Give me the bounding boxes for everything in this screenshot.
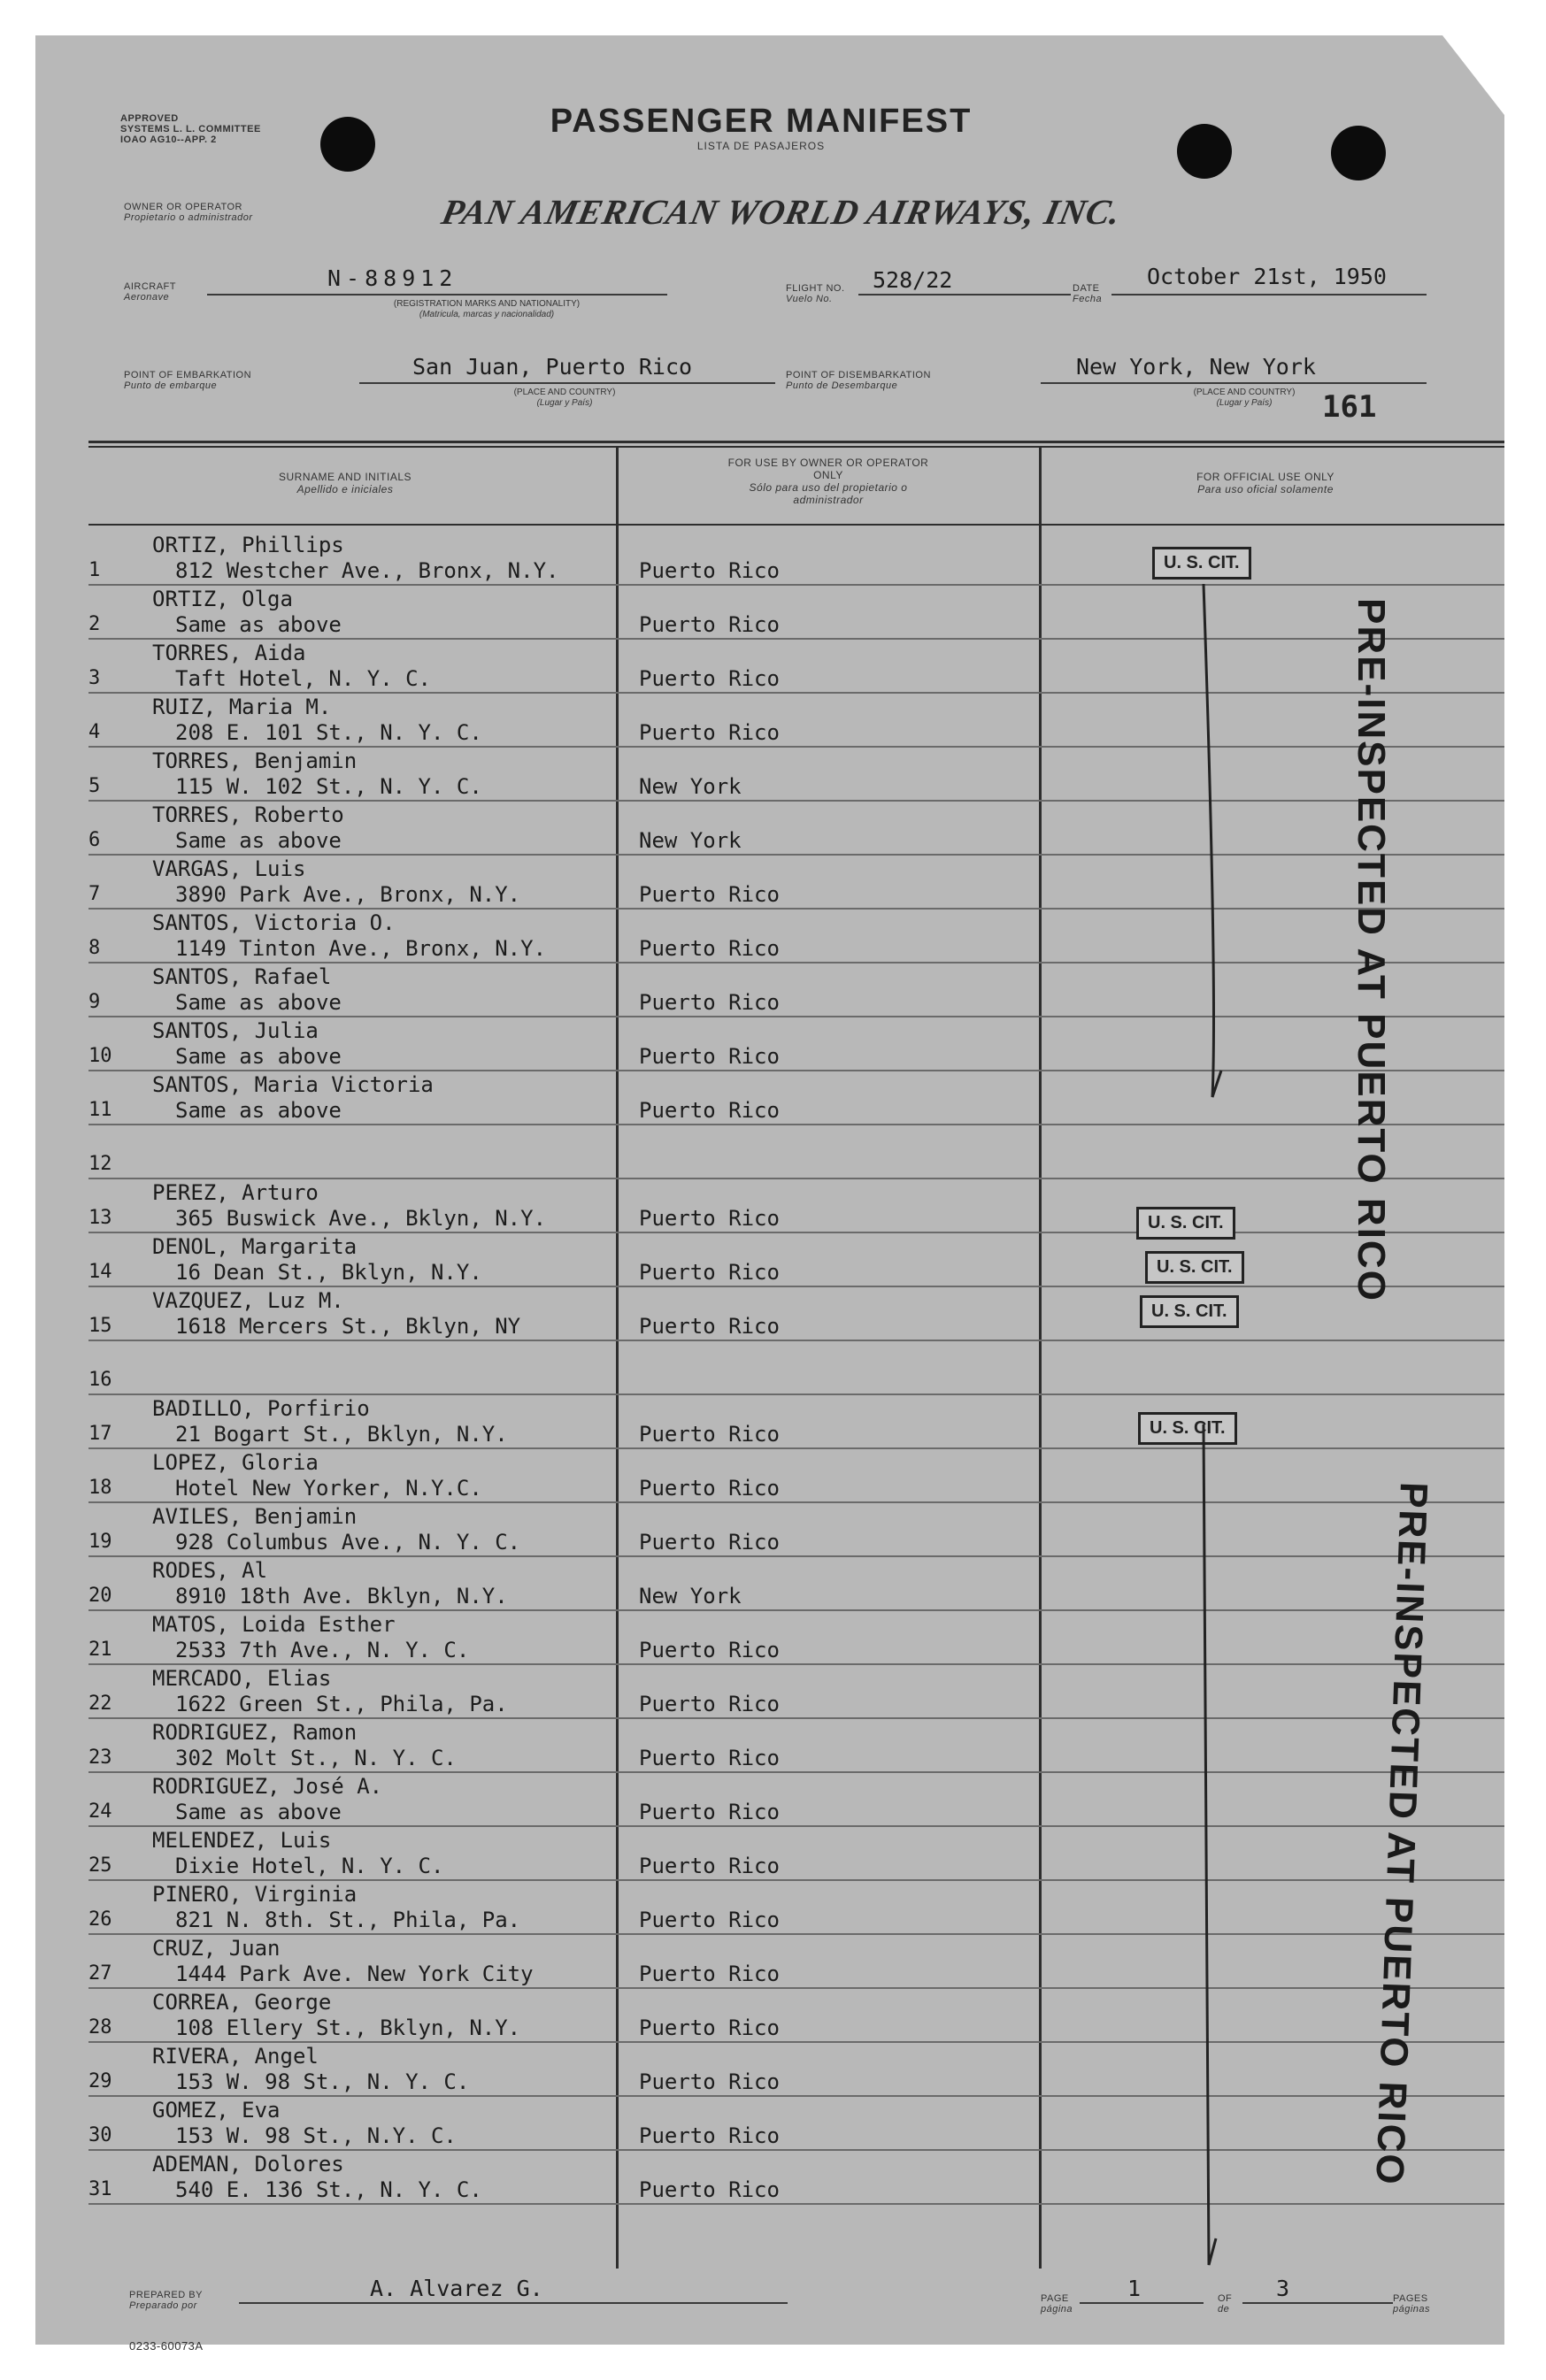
row-number: 31 <box>88 2178 112 2200</box>
row-number: 2 <box>88 613 101 635</box>
column-header-official-es: Para uso oficial solamente <box>1197 483 1334 495</box>
disembarkation-caption <box>1147 388 1342 409</box>
passenger-name: RODES, Al <box>152 1558 268 1583</box>
manifest-sheet <box>35 35 1504 2353</box>
row-rule <box>88 1987 1504 1989</box>
row-rule <box>88 1879 1504 1881</box>
passenger-name: RODRIGUEZ, José A. <box>152 1774 383 1799</box>
row-rule <box>88 1232 1504 1233</box>
row-rule <box>88 908 1504 910</box>
embarkation-caption-en: (PLACE AND COUNTRY) <box>513 388 616 397</box>
passenger-origin: Puerto Rico <box>639 1206 780 1231</box>
passenger-row <box>35 2152 1504 2206</box>
passenger-row <box>35 695 1504 749</box>
passenger-address: 208 E. 101 St., N. Y. C. <box>175 720 482 745</box>
row-rule <box>88 1070 1504 1071</box>
passenger-row <box>35 802 1504 856</box>
punch-hole-right <box>1331 126 1386 180</box>
passenger-name: TORRES, Aida <box>152 641 306 665</box>
passenger-origin: Puerto Rico <box>639 1098 780 1123</box>
row-rule <box>88 1825 1504 1827</box>
approval-line-1: APPROVED <box>120 113 179 124</box>
punch-hole-left <box>320 117 375 172</box>
embarkation-caption <box>458 388 671 409</box>
of-label <box>1218 2293 1232 2315</box>
passenger-name: ORTIZ, Phillips <box>152 533 344 557</box>
us-citizen-stamp: U. S. CIT. <box>1136 1207 1235 1240</box>
page-value: 1 <box>1127 2276 1142 2301</box>
passenger-address: 16 Dean St., Bklyn, N.Y. <box>175 1260 482 1285</box>
table-top-rule <box>88 441 1504 443</box>
passenger-row <box>35 641 1504 695</box>
passenger-origin: Puerto Rico <box>639 1530 780 1555</box>
passenger-row <box>35 587 1504 641</box>
page-label-en: PAGE <box>1041 2293 1069 2304</box>
disembarkation-caption-es: (Lugar y País) <box>1216 398 1273 408</box>
column-header-surname-en: SURNAME AND INITIALS <box>278 471 412 483</box>
passenger-origin: Puerto Rico <box>639 1854 780 1878</box>
passenger-row <box>35 1774 1504 1828</box>
flight-label <box>786 283 845 304</box>
passenger-row <box>35 533 1504 587</box>
passenger-row <box>35 1450 1504 1504</box>
preinspected-stamp-lower: PRE-INSPECTED AT PUERTO RICO <box>1367 1481 1435 2187</box>
passenger-row <box>35 964 1504 1018</box>
row-rule <box>88 584 1504 586</box>
passenger-address: Same as above <box>175 1800 342 1824</box>
row-rule <box>88 2149 1504 2151</box>
passenger-row <box>35 1126 1504 1180</box>
passenger-row <box>35 1936 1504 1990</box>
passenger-address: 302 Molt St., N. Y. C. <box>175 1746 457 1770</box>
passenger-row <box>35 1666 1504 1720</box>
passenger-row <box>35 1234 1504 1288</box>
operator-label-en: OWNER OR OPERATOR <box>124 202 242 212</box>
embarkation-value: San Juan, Puerto Rico <box>412 354 693 380</box>
passenger-address: Dixie Hotel, N. Y. C. <box>175 1854 444 1878</box>
pages-underline <box>1242 2302 1393 2304</box>
passenger-name: TORRES, Benjamin <box>152 749 358 773</box>
passenger-address: 115 W. 102 St., N. Y. C. <box>175 774 482 799</box>
passenger-origin: Puerto Rico <box>639 2015 780 2040</box>
row-rule <box>88 1447 1504 1449</box>
row-rule <box>88 1555 1504 1557</box>
passenger-name: GOMEZ, Eva <box>152 2098 281 2123</box>
row-rule <box>88 1393 1504 1395</box>
passenger-name: ADEMAN, Dolores <box>152 2152 344 2177</box>
row-number: 1 <box>88 559 101 581</box>
aircraft-label-en: AIRCRAFT <box>124 281 176 292</box>
us-citizen-stamp: U. S. CIT. <box>1138 1412 1237 1445</box>
row-number: 5 <box>88 775 101 797</box>
row-rule <box>88 1501 1504 1503</box>
row-number: 4 <box>88 721 101 743</box>
row-rule <box>88 638 1504 640</box>
embarkation-underline <box>359 382 775 384</box>
passenger-origin: Puerto Rico <box>639 1044 780 1069</box>
passenger-origin: Puerto Rico <box>639 1476 780 1501</box>
row-number: 25 <box>88 1854 112 1877</box>
passenger-address: 153 W. 98 St., N. Y. C. <box>175 2069 470 2094</box>
passenger-address: 1618 Mercers St., Bklyn, NY <box>175 1314 521 1339</box>
passenger-address: 108 Ellery St., Bklyn, N.Y. <box>175 2015 521 2040</box>
column-header-owner-en: FOR USE BY OWNER OR OPERATOR ONLY <box>727 457 929 481</box>
row-number: 7 <box>88 883 101 905</box>
row-rule <box>88 1340 1504 1341</box>
form-code: 0233-60073A <box>129 2339 204 2353</box>
disembarkation-value: New York, New York <box>1076 354 1316 380</box>
row-number: 18 <box>88 1477 112 1499</box>
aircraft-caption-es: (Matricula, marcas y nacionalidad) <box>419 310 555 319</box>
passenger-row <box>35 1180 1504 1234</box>
column-header-owner-es: Sólo para uso del propietario o administrador <box>749 481 908 506</box>
passenger-origin: Puerto Rico <box>639 990 780 1015</box>
row-number: 20 <box>88 1585 112 1607</box>
passenger-name: SANTOS, Victoria O. <box>152 910 396 935</box>
row-number: 23 <box>88 1747 112 1769</box>
passenger-address: Same as above <box>175 612 342 637</box>
passenger-name: BADILLO, Porfirio <box>152 1396 370 1421</box>
passenger-name: VARGAS, Luis <box>152 856 306 881</box>
passenger-address: 21 Bogart St., Bklyn, N.Y. <box>175 1422 508 1447</box>
row-number: 11 <box>88 1099 112 1121</box>
passenger-name: MELENDEZ, Luis <box>152 1828 332 1853</box>
passenger-origin: Puerto Rico <box>639 2069 780 2094</box>
passenger-address: 3890 Park Ave., Bronx, N.Y. <box>175 882 521 907</box>
flight-value: 528/22 <box>873 267 953 293</box>
column-header-surname-es: Apellido e iniciales <box>296 483 394 495</box>
passenger-origin: New York <box>639 1584 742 1608</box>
row-rule <box>88 692 1504 694</box>
row-number: 14 <box>88 1261 112 1283</box>
passenger-address: Same as above <box>175 1098 342 1123</box>
row-rule <box>88 2203 1504 2205</box>
passenger-name: TORRES, Roberto <box>152 802 344 827</box>
row-number: 15 <box>88 1315 112 1337</box>
row-rule <box>88 1933 1504 1935</box>
passenger-address: 812 Westcher Ave., Bronx, N.Y. <box>175 558 559 583</box>
passenger-address: 821 N. 8th. St., Phila, Pa. <box>175 1908 521 1932</box>
passenger-name: DENOL, Margarita <box>152 1234 358 1259</box>
date-value: October 21st, 1950 <box>1147 264 1387 289</box>
row-rule <box>88 1124 1504 1125</box>
passenger-origin: Puerto Rico <box>639 1314 780 1339</box>
passenger-origin: Puerto Rico <box>639 720 780 745</box>
ditto-arrows <box>1186 575 1257 2256</box>
row-number: 8 <box>88 937 101 959</box>
row-number: 6 <box>88 829 101 851</box>
form-title-es: LISTA DE PASAJEROS <box>696 140 826 152</box>
date-label <box>1073 283 1102 304</box>
punch-hole-middle <box>1177 124 1232 179</box>
row-number: 24 <box>88 1800 112 1823</box>
passenger-name: PINERO, Virginia <box>152 1882 358 1907</box>
passenger-row <box>35 749 1504 802</box>
passenger-origin: Puerto Rico <box>639 558 780 583</box>
row-rule <box>88 1016 1504 1017</box>
passenger-address: 1622 Green St., Phila, Pa. <box>175 1692 508 1716</box>
passenger-origin: Puerto Rico <box>639 612 780 637</box>
passenger-origin: New York <box>639 828 742 853</box>
passenger-address: 2533 7th Ave., N. Y. C. <box>175 1638 470 1662</box>
passenger-address: Same as above <box>175 990 342 1015</box>
row-number: 3 <box>88 667 101 689</box>
row-rule <box>88 2095 1504 2097</box>
disembarkation-caption-en: (PLACE AND COUNTRY) <box>1193 388 1296 397</box>
column-header-owner <box>713 457 943 506</box>
of-label-en: OF <box>1218 2293 1233 2304</box>
passenger-origin: Puerto Rico <box>639 1422 780 1447</box>
prepared-by-value: A. Alvarez G. <box>370 2276 543 2301</box>
passenger-name: MERCADO, Elias <box>152 1666 332 1691</box>
row-rule <box>88 854 1504 856</box>
passenger-origin: Puerto Rico <box>639 936 780 961</box>
passenger-row <box>35 910 1504 964</box>
folded-corner <box>1442 35 1504 115</box>
passenger-origin: New York <box>639 774 742 799</box>
of-label-es: de <box>1218 2304 1230 2315</box>
passenger-row <box>35 1018 1504 1072</box>
row-rule <box>88 1609 1504 1611</box>
row-number: 16 <box>88 1369 112 1391</box>
pages-value: 3 <box>1276 2276 1290 2301</box>
page-count-mark: 161 <box>1322 389 1377 425</box>
passenger-name: CORREA, George <box>152 1990 332 2015</box>
row-rule <box>88 800 1504 802</box>
passenger-name: VAZQUEZ, Luz M. <box>152 1288 344 1313</box>
passenger-origin: Puerto Rico <box>639 1746 780 1770</box>
us-citizen-stamp: U. S. CIT. <box>1145 1251 1244 1284</box>
passenger-name: PEREZ, Arturo <box>152 1180 319 1205</box>
row-rule <box>88 1717 1504 1719</box>
pages-label-es: páginas <box>1393 2304 1431 2315</box>
row-number: 9 <box>88 991 101 1013</box>
header-bottom-rule <box>88 524 1504 526</box>
passenger-row <box>35 1288 1504 1342</box>
pages-label <box>1393 2293 1430 2315</box>
page-label-es: página <box>1041 2304 1073 2315</box>
row-rule <box>88 1286 1504 1287</box>
ditto-arrow-lower <box>1203 1424 1216 2265</box>
passenger-row <box>35 1828 1504 1882</box>
us-citizen-stamp: U. S. CIT. <box>1140 1295 1239 1328</box>
operator-label-es: Propietario o administrador <box>124 212 253 223</box>
disembarkation-label <box>786 370 931 391</box>
embarkation-caption-es: (Lugar y País) <box>536 398 593 408</box>
passenger-row <box>35 1396 1504 1450</box>
pages-label-en: PAGES <box>1393 2293 1428 2304</box>
row-number: 28 <box>88 2016 112 2038</box>
passenger-address: Same as above <box>175 1044 342 1069</box>
row-number: 22 <box>88 1693 112 1715</box>
row-number: 21 <box>88 1639 112 1661</box>
flight-label-en: FLIGHT NO. <box>786 283 845 294</box>
operator-label <box>124 202 253 223</box>
row-rule <box>88 962 1504 964</box>
passenger-address: Taft Hotel, N. Y. C. <box>175 666 431 691</box>
passenger-origin: Puerto Rico <box>639 1962 780 1986</box>
row-number: 17 <box>88 1423 112 1445</box>
passenger-address: 153 W. 98 St., N.Y. C. <box>175 2123 457 2148</box>
approval-line-2: SYSTEMS L. L. COMMITTEE <box>120 124 261 134</box>
page-underline <box>1080 2302 1204 2304</box>
passenger-row <box>35 1504 1504 1558</box>
row-number: 12 <box>88 1153 112 1175</box>
us-citizen-stamp: U. S. CIT. <box>1152 547 1251 580</box>
aircraft-underline <box>207 294 667 296</box>
ditto-arrow-upper <box>1204 584 1221 1097</box>
passenger-address: Same as above <box>175 828 342 853</box>
passenger-row <box>35 1882 1504 1936</box>
passenger-row <box>35 856 1504 910</box>
column-header-surname <box>177 471 513 495</box>
passenger-name: RIVERA, Angel <box>152 2044 319 2069</box>
form-title: PASSENGER MANIFEST <box>550 103 973 140</box>
passenger-origin: Puerto Rico <box>639 1260 780 1285</box>
aircraft-label <box>124 281 176 303</box>
passenger-row <box>35 1612 1504 1666</box>
passenger-name: RODRIGUEZ, Ramon <box>152 1720 358 1745</box>
operator-value: PAN AMERICAN WORLD AIRWAYS, INC. <box>438 192 1126 232</box>
passenger-address: 1149 Tinton Ave., Bronx, N.Y. <box>175 936 547 961</box>
passenger-row <box>35 1342 1504 1396</box>
prepared-by-underline <box>239 2302 788 2304</box>
passenger-row <box>35 1720 1504 1774</box>
prepared-by-label <box>129 2290 203 2311</box>
row-rule <box>88 1178 1504 1179</box>
passenger-name: SANTOS, Julia <box>152 1018 319 1043</box>
date-underline <box>1111 294 1427 296</box>
passenger-address: 1444 Park Ave. New York City <box>175 1962 534 1986</box>
column-header-official-en: FOR OFFICIAL USE ONLY <box>1196 471 1334 483</box>
passenger-address: Hotel New Yorker, N.Y.C. <box>175 1476 482 1501</box>
page-label <box>1041 2293 1073 2315</box>
disembarkation-label-en: POINT OF DISEMBARKATION <box>786 370 931 380</box>
passenger-name: SANTOS, Maria Victoria <box>152 1072 434 1097</box>
disembarkation-underline <box>1041 382 1427 384</box>
passenger-row <box>35 1558 1504 1612</box>
passenger-name: CRUZ, Juan <box>152 1936 281 1961</box>
embarkation-label-en: POINT OF EMBARKATION <box>124 370 252 380</box>
passenger-name: ORTIZ, Olga <box>152 587 293 611</box>
approval-block <box>120 113 261 145</box>
preinspected-stamp-upper: PRE-INSPECTED AT PUERTO RICO <box>1350 598 1393 1302</box>
passenger-name: AVILES, Benjamin <box>152 1504 358 1529</box>
disembarkation-label-es: Punto de Desembarque <box>786 380 898 391</box>
row-rule <box>88 2041 1504 2043</box>
date-label-es: Fecha <box>1073 294 1103 304</box>
row-number: 10 <box>88 1045 112 1067</box>
passenger-row <box>35 1072 1504 1126</box>
passenger-name: MATOS, Loida Esther <box>152 1612 396 1637</box>
aircraft-caption <box>336 299 637 320</box>
passenger-name: RUIZ, Maria M. <box>152 695 332 719</box>
aircraft-caption-en: (REGISTRATION MARKS AND NATIONALITY) <box>393 299 581 309</box>
passenger-origin: Puerto Rico <box>639 882 780 907</box>
row-number: 13 <box>88 1207 112 1229</box>
flight-label-es: Vuelo No. <box>786 294 833 304</box>
approval-line-3: IOAO AG10--APP. 2 <box>120 134 217 145</box>
passenger-row <box>35 2098 1504 2152</box>
passenger-address: 540 E. 136 St., N. Y. C. <box>175 2177 482 2202</box>
aircraft-value: N-88912 <box>327 265 458 291</box>
passenger-address: 365 Buswick Ave., Bklyn, N.Y. <box>175 1206 547 1231</box>
row-number: 26 <box>88 1908 112 1931</box>
passenger-row <box>35 2044 1504 2098</box>
passenger-origin: Puerto Rico <box>639 1800 780 1824</box>
passenger-name: SANTOS, Rafael <box>152 964 332 989</box>
passenger-origin: Puerto Rico <box>639 1908 780 1932</box>
row-rule <box>88 746 1504 748</box>
passenger-name: LOPEZ, Gloria <box>152 1450 319 1475</box>
passenger-origin: Puerto Rico <box>639 1638 780 1662</box>
row-number: 19 <box>88 1531 112 1553</box>
passenger-row <box>35 1990 1504 2044</box>
prepared-by-label-es: Preparado por <box>129 2300 197 2311</box>
passenger-origin: Puerto Rico <box>639 666 780 691</box>
embarkation-label <box>124 370 251 391</box>
row-rule <box>88 1771 1504 1773</box>
flight-underline <box>858 294 1071 296</box>
passenger-origin: Puerto Rico <box>639 1692 780 1716</box>
prepared-by-label-en: PREPARED BY <box>129 2290 203 2300</box>
row-number: 27 <box>88 1962 112 1985</box>
passenger-address: 8910 18th Ave. Bklyn, N.Y. <box>175 1584 508 1608</box>
row-number: 29 <box>88 2070 112 2092</box>
aircraft-label-es: Aeronave <box>124 292 170 303</box>
row-rule <box>88 1663 1504 1665</box>
passenger-address: 928 Columbus Ave., N. Y. C. <box>175 1530 521 1555</box>
passenger-origin: Puerto Rico <box>639 2177 780 2202</box>
passenger-origin: Puerto Rico <box>639 2123 780 2148</box>
column-header-official <box>1115 471 1416 495</box>
date-label-en: DATE <box>1073 283 1100 294</box>
embarkation-label-es: Punto de embarque <box>124 380 218 391</box>
row-number: 30 <box>88 2124 112 2146</box>
table-top-rule-2 <box>88 446 1504 448</box>
